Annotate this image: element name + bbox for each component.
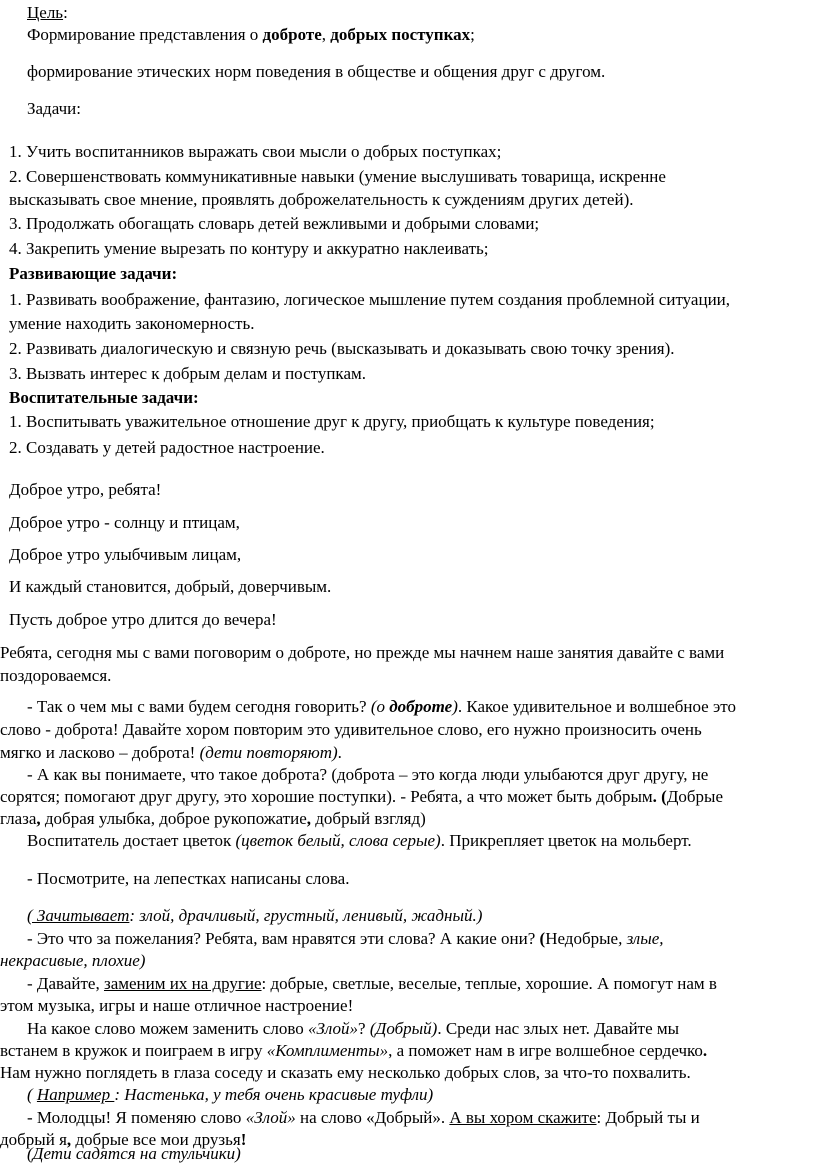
- task-item: 4. Закрепить умение вырезать по контуру и аккуратно наклеивать;: [9, 239, 489, 258]
- dialogue-line: - Посмотрите, на лепестках написаны слова.: [27, 869, 350, 888]
- intro-line: поздороваемся.: [0, 666, 112, 685]
- dialogue-line: встанем в кружок и поиграем в игру «Комплименты», а поможет нам в игре волшебное сердечко.: [0, 1041, 708, 1060]
- dialogue-line: - Молодцы! Я поменяю слово «Злой» на слово «Добрый». А вы хором скажите: Добрый ты и: [27, 1108, 700, 1127]
- dialogue-line: сорятся; помогают друг другу, это хорошие поступки). - Ребята, а что может быть добрым. (Добрые: [0, 787, 724, 806]
- dialogue-line: - Это что за пожелания? Ребята, вам нравятся эти слова? А какие они? (Недобрые, злые,: [27, 929, 664, 948]
- goal-bold-goodness: доброте: [262, 25, 322, 44]
- tasks-heading: Задачи:: [27, 99, 81, 118]
- dialogue-line: добрый я, добрые все мои друзья!: [0, 1130, 247, 1149]
- goal-line: Цель:: [27, 3, 68, 22]
- task-item: 3. Продолжать обогащать словарь детей вежливыми и добрыми словами;: [9, 214, 540, 233]
- poem-line: Доброе утро улыбчивым лицам,: [9, 545, 242, 564]
- poem-line: Доброе утро - солнцу и птицам,: [9, 513, 240, 532]
- intro-line: Ребята, сегодня мы с вами поговорим о доброте, но прежде мы начнем наше занятия давайте с вами: [0, 643, 725, 662]
- dialogue-line: Воспитатель достает цветок (цветок белый, слова серые). Прикрепляет цветок на мольберт.: [27, 831, 692, 850]
- task-item: 2. Совершенствовать коммуникативные навыки (умение выслушивать товарища, искренне: [9, 167, 666, 186]
- goal-line-2: формирование этических норм поведения в обществе и общения друг с другом.: [27, 62, 606, 81]
- goal-bold-deeds: добрых поступках: [330, 25, 471, 44]
- developing-item: умение находить закономерность.: [9, 314, 255, 333]
- dialogue-line: слово - доброта! Давайте хором повторим это удивительное слово, его нужно произносить очень: [0, 720, 702, 739]
- developing-item: 2. Развивать диалогическую и связную речь (высказывать и доказывать свою точку зрения).: [9, 339, 675, 358]
- dialogue-line: ( Зачитывает: злой, драчливый, грустный, ленивый, жадный.): [27, 906, 483, 925]
- developing-heading: Развивающие задачи:: [9, 264, 178, 283]
- poem-line: Пусть доброе утро длится до вечера!: [9, 610, 277, 629]
- dialogue-line: этом музыка, игры и наше отличное настроение!: [0, 996, 354, 1015]
- developing-item: 3. Вызвать интерес к добрым делам и поступкам.: [9, 364, 366, 383]
- dialogue-line: Нам нужно поглядеть в глаза соседу и сказать ему несколько добрых слов, за что-то похвалить.: [0, 1063, 691, 1082]
- goal-line-1: Формирование представления о доброте, добрых поступках;: [27, 25, 475, 44]
- dialogue-line: ( Например : Настенька, у тебя очень красивые туфли): [27, 1085, 434, 1104]
- dialogue-line: мягко и ласково – доброта! (дети повторяют).: [0, 743, 342, 762]
- dialogue-line: - А как вы понимаете, что такое доброта? (доброта – это когда люди улыбаются друг другу, не: [27, 765, 709, 784]
- goal-label: Цель: [27, 3, 64, 22]
- poem-line: Доброе утро, ребята!: [9, 480, 162, 499]
- educational-item: 1. Воспитывать уважительное отношение друг к другу, приобщать к культуре поведения;: [9, 412, 655, 431]
- task-item: 1. Учить воспитанников выражать свои мысли о добрых поступках;: [9, 142, 502, 161]
- dialogue-line: глаза, добрая улыбка, доброе рукопожатие, добрый взгляд): [0, 809, 426, 828]
- dialogue-line: - Так о чем мы с вами будем сегодня говорить? (о доброте). Какое удивительное и волшебное это: [27, 697, 736, 716]
- dialogue-line: некрасивые, плохие): [0, 951, 146, 970]
- poem-line: И каждый становится, добрый, доверчивым.: [9, 577, 332, 596]
- dialogue-line: - Давайте, заменим их на другие: добрые, светлые, веселые, теплые, хорошие. А помогут нам в: [27, 974, 717, 993]
- educational-heading: Воспитательные задачи:: [9, 388, 199, 407]
- dialogue-line: (Дети садятся на стульчики): [27, 1144, 241, 1163]
- task-item: высказывать свое мнение, проявлять доброжелательность к суждениям других детей).: [9, 190, 634, 209]
- educational-item: 2. Создавать у детей радостное настроение.: [9, 438, 325, 457]
- developing-item: 1. Развивать воображение, фантазию, логическое мышление путем создания проблемной ситуации,: [9, 290, 731, 309]
- dialogue-line: На какое слово можем заменить слово «Злой»? (Добрый). Среди нас злых нет. Давайте мы: [27, 1019, 680, 1038]
